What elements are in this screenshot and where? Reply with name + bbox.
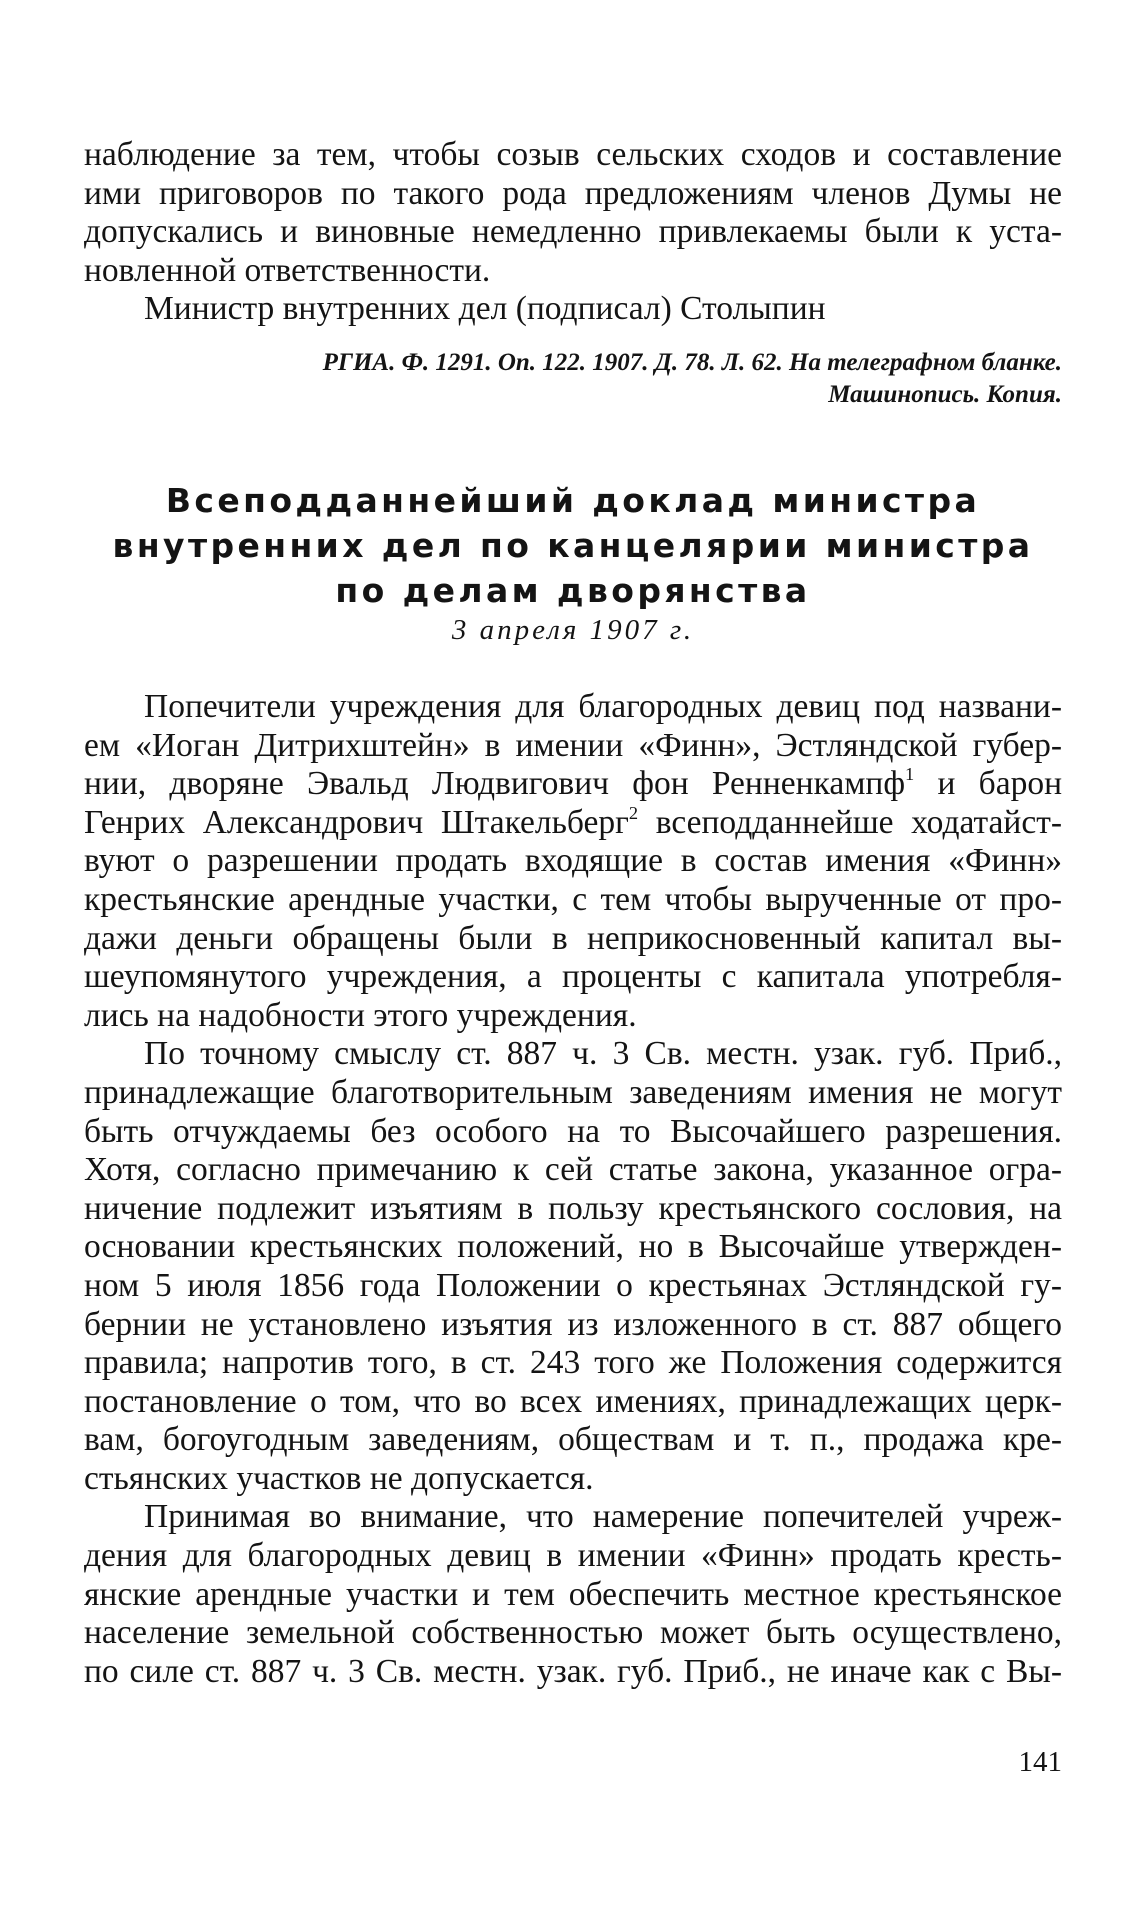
signature-line: Министр внутренних дел (подписал) Столыпин — [144, 290, 826, 327]
text-line: по силе ст. 887 ч. 3 Св. местн. узак. губ. Приб., не иначе как с Вы- — [84, 1652, 1062, 1690]
text-line: дажи деньги обращены были в неприкосновенный капитал вы- — [84, 919, 1062, 957]
text-fragment: Генрих Александрович Штакельберг — [84, 803, 629, 841]
text-line: бернии не установлено изъятия из изложенного в ст. 887 общего — [84, 1305, 1062, 1343]
text-line: население земельной собственностью может быть осуществлено, — [84, 1614, 1062, 1652]
text-line: основании крестьянских положений, но в Высочайше утвержден- — [84, 1228, 1062, 1266]
text-line: ном 5 июля 1856 года Положении о крестьянах Эстляндской гу- — [84, 1266, 1062, 1304]
archive-reference-line: Машинопись. Копия. — [828, 381, 1062, 408]
footnote-marker: 2 — [628, 802, 639, 823]
text-line: быть отчуждаемы без особого на то Высочайшего разрешения. — [84, 1112, 1062, 1150]
text-line: Принимая во внимание, что намерение попечителей учреж- — [144, 1498, 1062, 1536]
text-fragment: всеподданнейше ходатайст- — [638, 803, 1063, 841]
text-line — [84, 765, 1062, 804]
text-line: ем «Иоган Дитрихштейн» в имении «Финн», Эстляндской губер- — [84, 726, 1062, 764]
text-line: ничение подлежит изъятиям в пользу крестьянского сословия, на — [84, 1189, 1062, 1227]
text-line — [84, 804, 1062, 843]
text-line: Хотя, согласно примечанию к сей статье закона, указанное огра- — [84, 1151, 1062, 1189]
text-line: постановление о том, что во всех имениях, принадлежащих церк- — [84, 1382, 1062, 1420]
text-line: шеупомянутого учреждения, а проценты с капитала употребля- — [84, 958, 1062, 996]
text-line: дения для благородных девиц в имении «Финн» продать кресть- — [84, 1537, 1062, 1575]
heading-line: внутренних дел по канцелярии министра — [112, 526, 1034, 565]
archive-reference — [323, 347, 1062, 411]
text-line: новленной ответственности. — [84, 251, 491, 289]
text-line: стьянских участков не допускается. — [84, 1459, 594, 1497]
text-line: принадлежащие благотворительным заведениям имения не могут — [84, 1073, 1062, 1111]
footnote-marker: 1 — [905, 764, 915, 785]
text-line: правила; напротив того, в ст. 243 того же Положения содержится — [84, 1344, 1062, 1382]
text-fragment: и барон — [914, 765, 1062, 803]
archive-reference-line: РГИА. Ф. 1291. Оп. 122. 1907. Д. 78. Л. 62. На телеграфном бланке. — [322, 349, 1062, 376]
page-number: 141 — [1018, 1746, 1062, 1778]
text-fragment: нии, дворяне Эвальд Людвигович фон Ренненкампф — [84, 765, 906, 803]
text-line: По точному смыслу ст. 887 ч. 3 Св. местн. узак. губ. Приб., — [144, 1035, 1062, 1073]
continuation-paragraph — [84, 136, 1062, 290]
text-line: допускались и виновные немедленно привлекаемы были к уста- — [84, 213, 1062, 251]
document-heading — [84, 478, 1062, 613]
heading-line: по делам дворянства — [335, 571, 811, 610]
text-line: вам, богоугодным заведениям, обществам и т. п., продажа кре- — [84, 1421, 1062, 1459]
report-body — [84, 688, 1062, 1691]
text-line: янские арендные участки и тем обеспечить местное крестьянское — [84, 1575, 1062, 1613]
text-line: вуют о разрешении продать входящие в состав имения «Финн» — [84, 842, 1062, 880]
text-line: ими приговоров по такого рода предложениям членов Думы не — [84, 174, 1062, 212]
text-line: наблюдение за тем, чтобы созыв сельских сходов и составление — [84, 136, 1062, 173]
text-line: Попечители учреждения для благородных девиц под названи- — [144, 688, 1062, 725]
text-line: лись на надобности этого учреждения. — [84, 996, 637, 1034]
document-date: 3 апреля 1907 г. — [451, 614, 695, 646]
heading-line: Всеподданнейший доклад министра — [165, 481, 981, 520]
text-line: крестьянские арендные участки, с тем чтобы вырученные от про- — [84, 880, 1062, 918]
